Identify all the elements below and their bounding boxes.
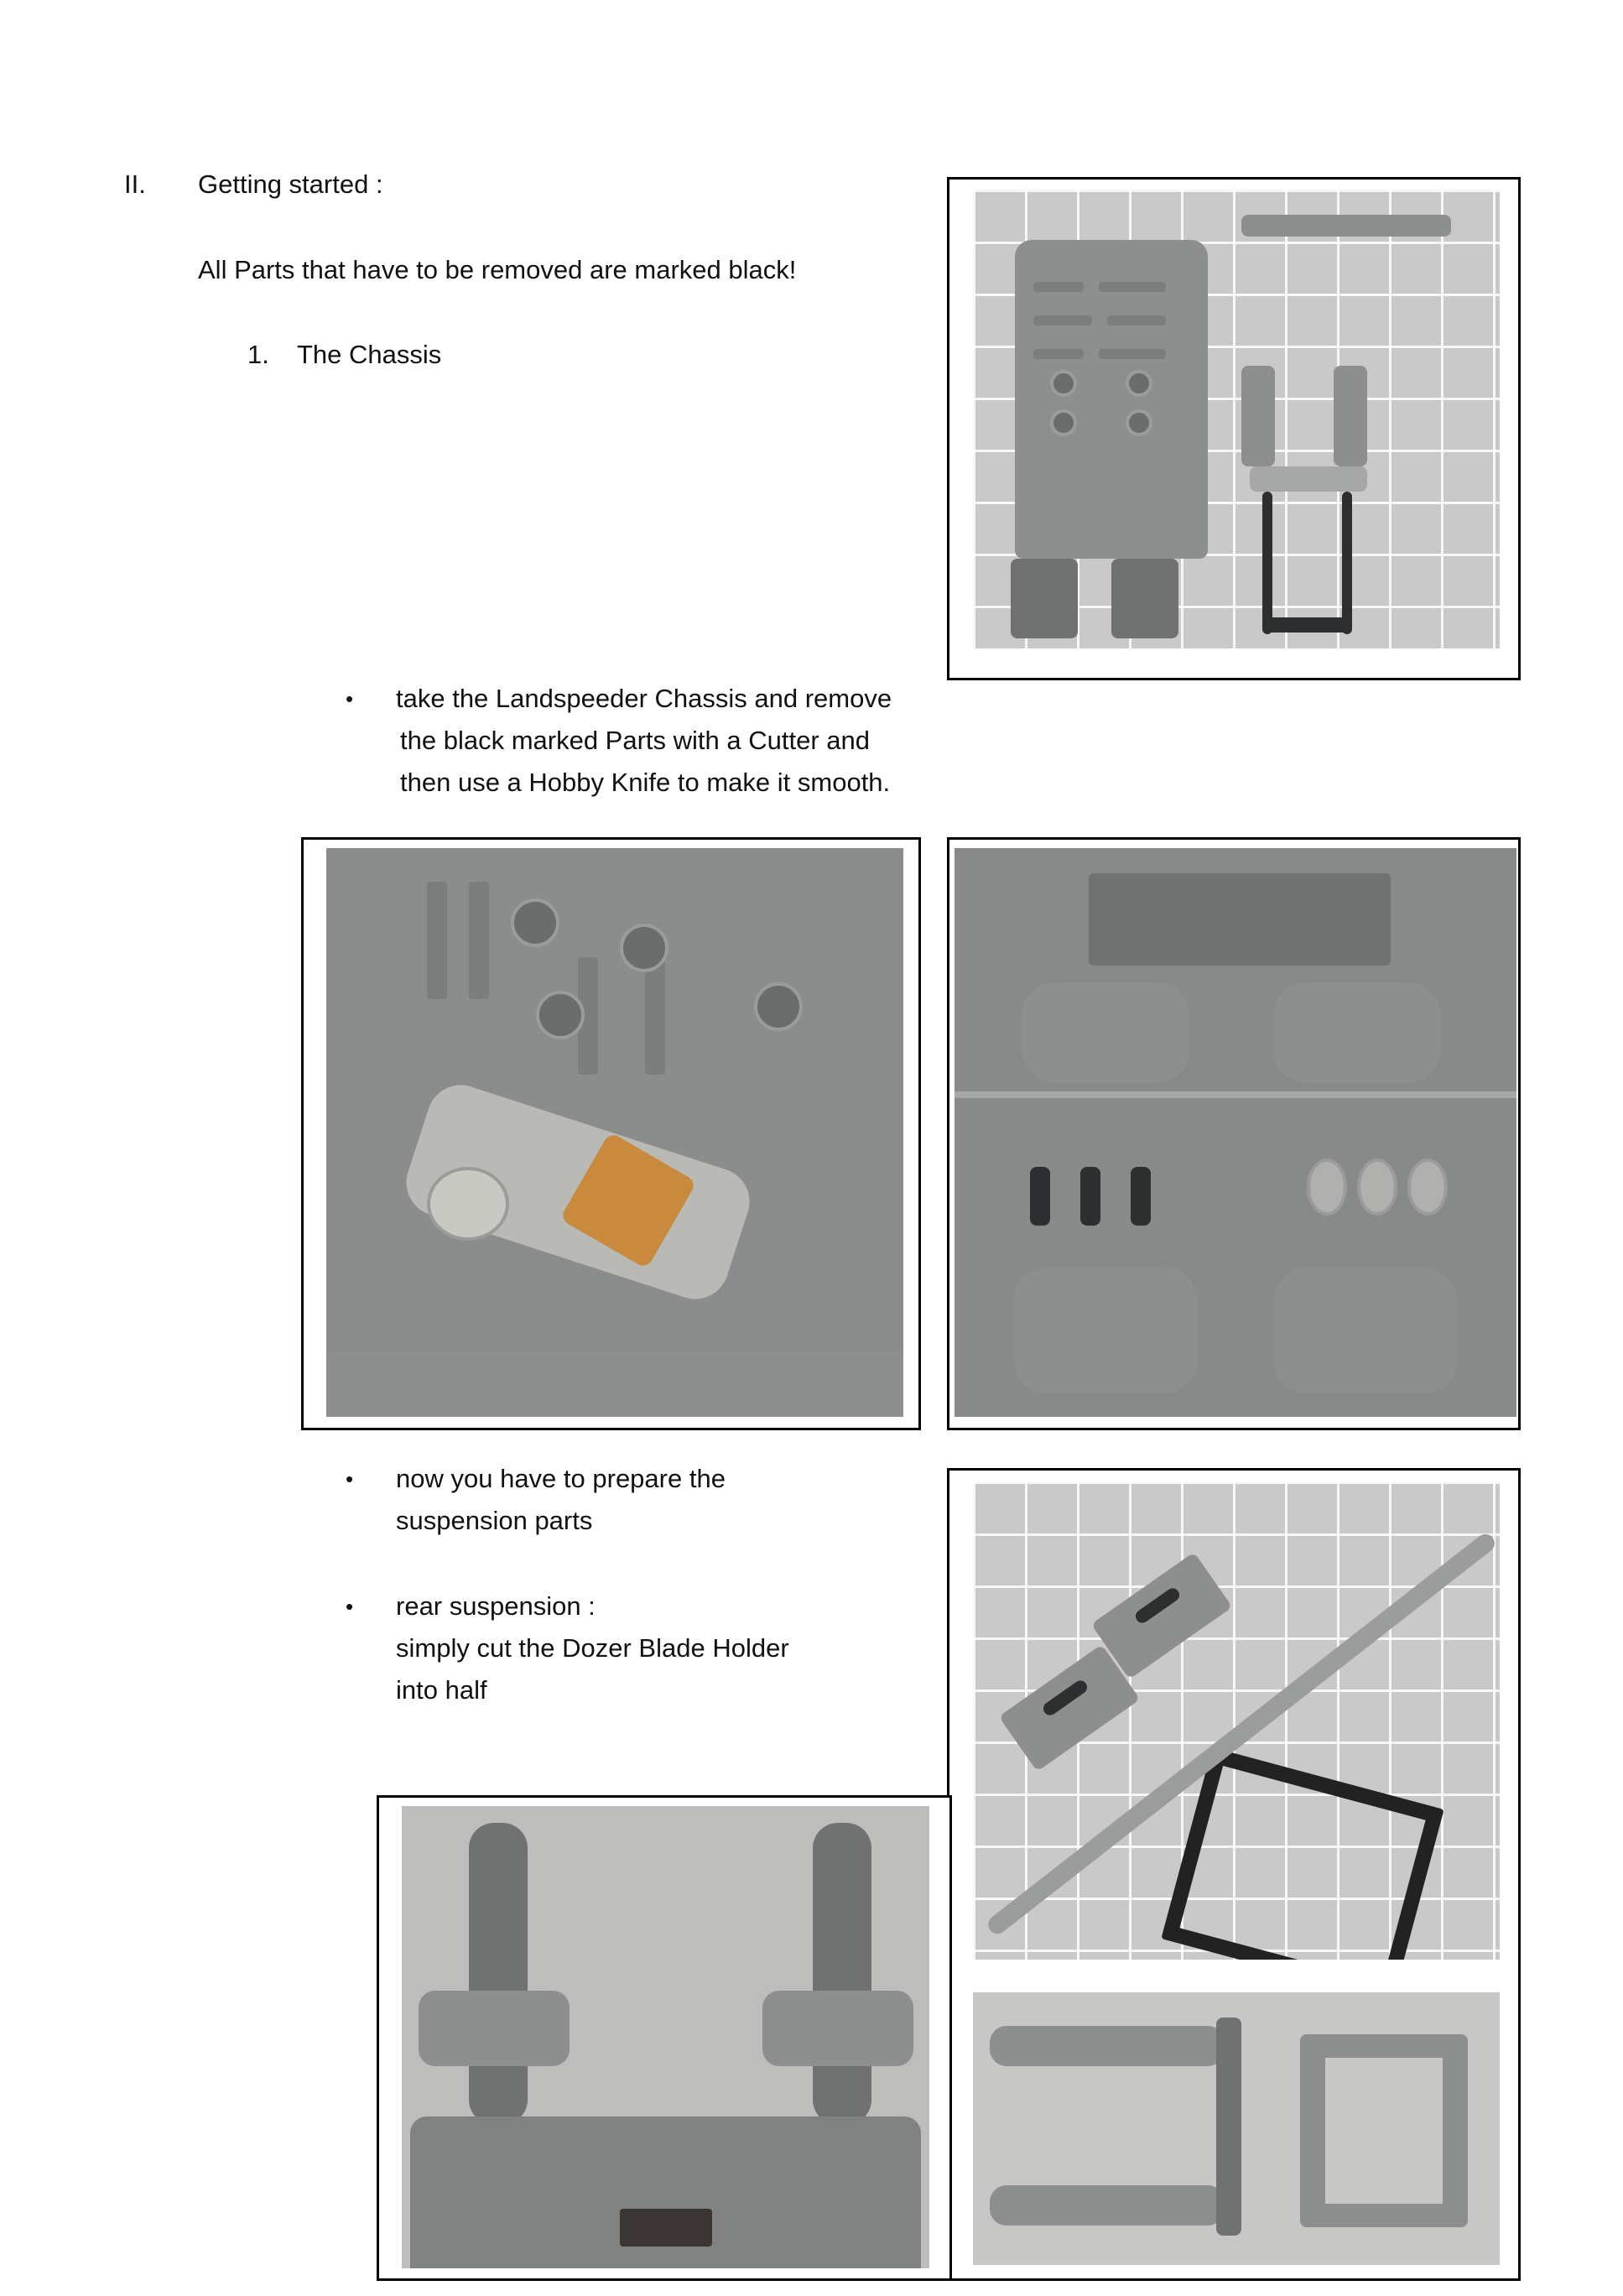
subsection-number: 1. (247, 340, 269, 369)
section-numeral: II. (124, 169, 146, 199)
bullet-1-line-2: the black marked Parts with a Cutter and (400, 726, 870, 755)
photo-frame-chassis-overview (947, 177, 1521, 680)
section-title: Getting started : (198, 169, 383, 199)
photo-frame-rear-suspension (377, 1795, 952, 2281)
bullet-3-line-1: rear suspension : (396, 1591, 596, 1621)
cutter-removing-parts-photo (326, 848, 903, 1417)
bullet-icon: • (346, 1466, 354, 1492)
photo-frame-rear-detail (947, 837, 1521, 1430)
bullet-1-line-3: then use a Hobby Knife to make it smooth. (400, 768, 891, 797)
bullet-icon: • (346, 1594, 354, 1619)
subsection-title: The Chassis (297, 340, 442, 369)
bullet-2-line-1: now you have to prepare the (396, 1464, 726, 1493)
intro-text: All Parts that have to be removed are marked black! (198, 255, 797, 284)
bullet-3-line-2: simply cut the Dozer Blade Holder (396, 1633, 789, 1663)
chassis-overview-photo (973, 190, 1500, 648)
bullet-1-line-1: take the Landspeeder Chassis and remove (396, 684, 892, 713)
bullet-3-line-3: into half (396, 1675, 487, 1705)
dozer-blade-holder-cut-photo (973, 1481, 1500, 1960)
photo-frame-suspension (947, 1468, 1521, 2281)
photo-frame-cutter (301, 837, 921, 1430)
suspension-halves-photo (973, 1992, 1500, 2265)
rear-suspension-closeup-photo (402, 1806, 929, 2268)
bullet-icon: • (346, 686, 354, 711)
chassis-rear-detail-photo (955, 848, 1516, 1417)
bullet-2-line-2: suspension parts (396, 1506, 593, 1535)
